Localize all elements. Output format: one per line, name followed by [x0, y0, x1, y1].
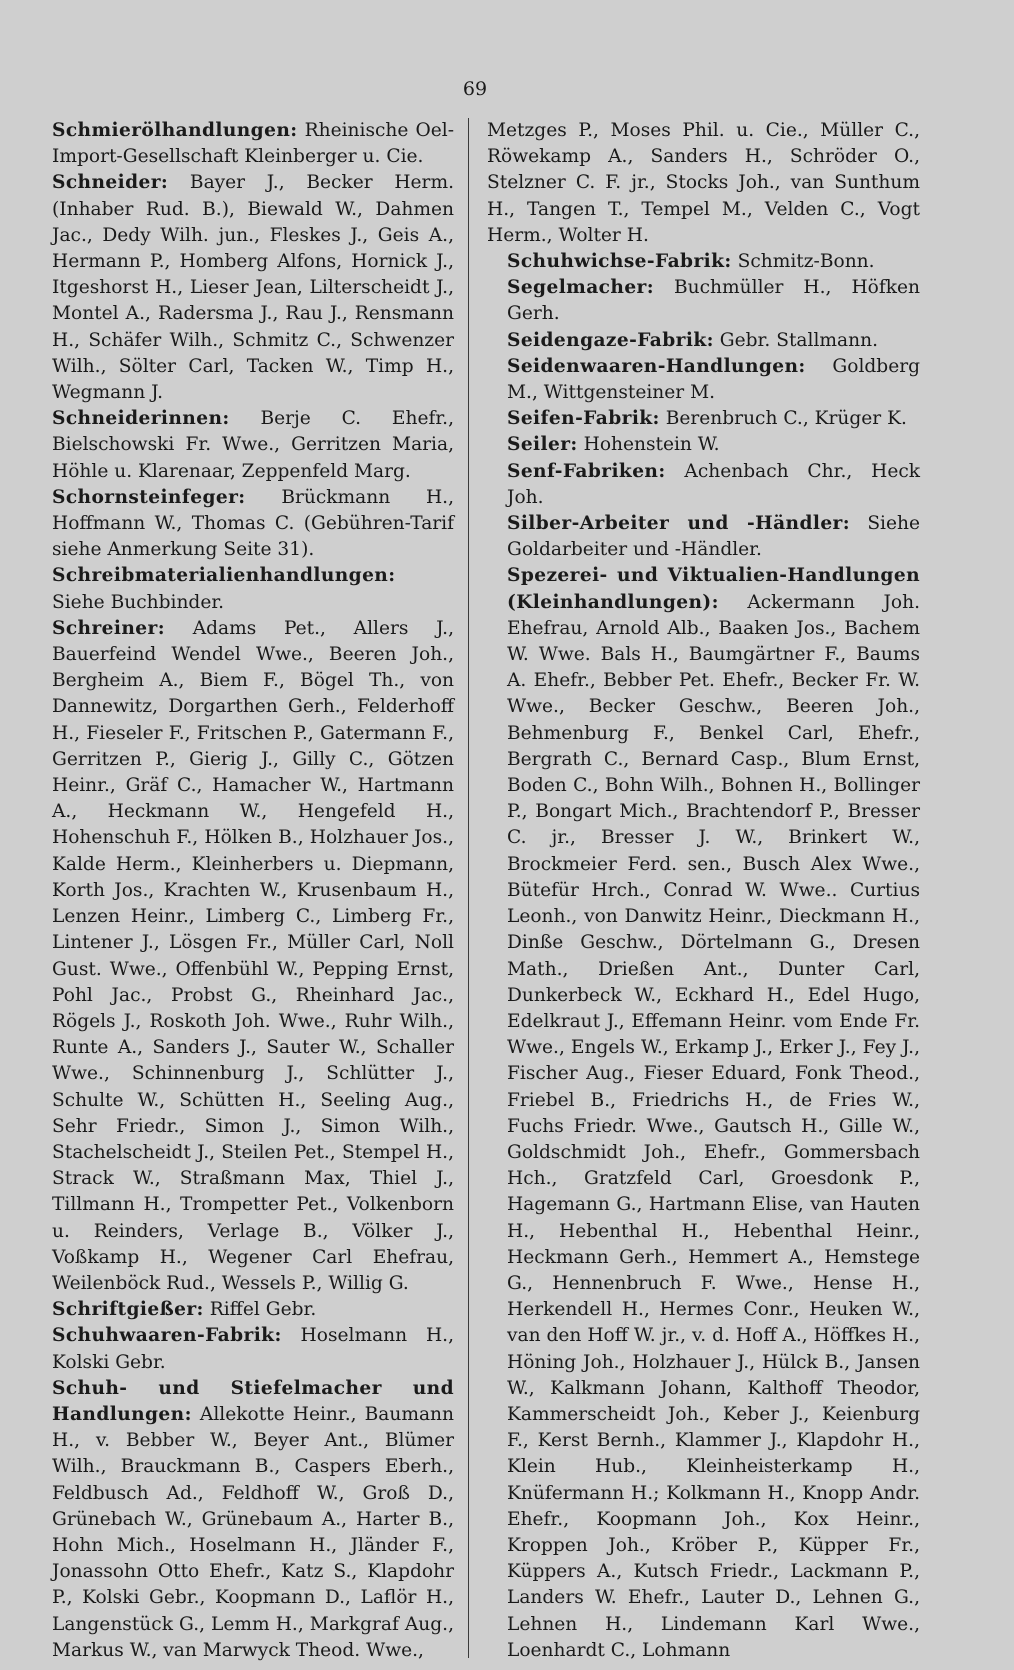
entry-seidengaze-fabrik	[487, 328, 920, 354]
entry-heading: Seidengaze-Fabrik:	[507, 329, 714, 351]
entry-heading: Schreiner:	[52, 617, 165, 639]
right-column	[487, 118, 920, 1664]
entry-text: Achenbach Chr., Heck Joh.	[507, 460, 920, 508]
entry-text: Metzges P., Moses Phil. u. Cie., Müller C., Röwekamp A., Sanders H., Schröder O., Stelzner C. F. jr., Stocks Joh., van Sunthum H., Tangen T., Tempel M., Velden C., Vogt Herm., Wolter H.	[487, 120, 920, 246]
entry-text: Berje C. Ehefr., Bielschowski Fr. Wwe., Gerritzen Maria, Höhle u. Klarenaar, Zeppenfeld Marg.	[52, 408, 454, 482]
entry-heading: Seiler:	[507, 434, 578, 456]
entry-schneiderinnen	[32, 406, 454, 485]
entry-text: Riffel Gebr.	[203, 1299, 317, 1321]
entry-heading: Spezerei- und Viktualien-Handlungen (Kleinhandlungen):	[507, 565, 920, 613]
entry-seifen-fabrik	[487, 406, 920, 432]
entry-schmieroelhandlungen	[32, 118, 454, 170]
left-column	[32, 118, 454, 1664]
entry-schornsteinfeger	[32, 485, 454, 564]
entry-continuation	[487, 118, 920, 249]
entry-schuhwaaren-fabrik	[32, 1323, 454, 1375]
entry-text: Bayer J., Becker Herm. (Inhaber Rud. B.), Biewald W., Dahmen Jac., Dedy Wilh. jun., Fleskes J., Geis A., Hermann P., Homberg Alfons, Hornick J., Itgeshorst H., Lieser Jean, Lilterscheidt J., Montel A., Radersma J., Rau J., Rensmann H., Schäfer Wilh., Schmitz C., Schwenzer Wilh., Sölter Carl, Tacken W., Timp H., Wegmann J.	[52, 172, 454, 404]
entry-heading: Schreibmaterialienhandlungen:	[52, 565, 396, 587]
entry-schriftgiesser	[32, 1297, 454, 1323]
entry-text: Siehe Goldarbeiter und -Händler.	[507, 513, 920, 561]
entry-schuh-und-stiefelmacher	[32, 1376, 454, 1664]
page-number: 69	[462, 78, 488, 100]
entry-silber-arbeiter	[487, 511, 920, 563]
entry-heading: Senf-Fabriken:	[507, 460, 666, 482]
entry-text: Schmitz-Bonn.	[731, 251, 875, 273]
entry-segelmacher	[487, 275, 920, 327]
entry-heading: Schriftgießer:	[52, 1299, 204, 1321]
entry-text: Gebr. Stallmann.	[713, 329, 878, 351]
entry-text: Goldberg M., Wittgensteiner M.	[507, 355, 920, 404]
entry-heading: Segelmacher:	[507, 277, 655, 299]
entry-text: Siehe Buchbinder.	[52, 591, 225, 613]
entry-text: Hohenstein W.	[577, 434, 720, 456]
entry-schreibmaterialienhandlungen	[32, 563, 454, 615]
entry-heading: Schuh- und Stiefelmacher und Handlungen:	[52, 1377, 454, 1425]
column-divider	[468, 118, 469, 1658]
entry-heading: Seifen-Fabrik:	[507, 408, 660, 430]
entry-schuhwichse-fabrik	[487, 249, 920, 275]
entry-heading: Schornsteinfeger:	[52, 486, 246, 508]
entry-text: Ackermann Joh. Ehefrau, Arnold Alb., Baaken Jos., Bachem W. Wwe. Bals H., Baumgärtner F., Baums A. Ehefr., Bebber Pet. Ehefr., Becker Fr. W. Wwe., Becker Geschw., Beeren Joh., Behmenburg F., Benkel Carl, Ehefr., Bergrath C., Bernard Casp., Blum Ernst, Boden C., Bohn Wilh., Bohnen H., Bollinger P., Bongart Mich., Brachtendorf P., Bresser C. jr., Bresser J. W., Brinkert W., Brockmeier Ferd. sen., Busch Alex Wwe., Bütefür Hrch., Conrad W. Wwe.. Curtius Leonh., von Danwitz Heinr., Dieckmann H., Dinße Geschw., Dörtelmann G., Dresen Math., Drießen Ant., Dunter Carl, Dunkerbeck W., Eckhard H., Edel Hugo, Edelkraut J., Effemann Heinr. vom Ende Fr. Wwe., Engels W., Erkamp J., Erker J., Fey J., Fischer Aug., Fieser Eduard, Fonk Theod., Friebel B., Friedrichs H., de Fries W., Fuchs Friedr. Wwe., Gautsch H., Gille W., Goldschmidt Joh., Ehefr., Gommersbach Hch., Gratzfeld Carl, Groesdonk P., Hagemann G., Hartmann Elise, van Hauten H., Hebenthal H., Hebenthal Heinr., Heckmann Gerh., Hemmert A., Hemstege G., Hennenbruch F. Wwe., Hense H., Herkendell H., Hermes Conr., Heuken W., van den Hoff W. jr., v. d. Hoff A., Höffkes H., Höning Joh., Holzhauer J., Hülck B., Jansen W., Kalkmann Johann, Kalthoff Theodor, Kammerscheidt Joh., Keber J., Keienburg F., Kerst Bernh., Klammer J., Klapdohr H., Klein Hub., Kleinheisterkamp H., Knüfermann H.; Kolkmann H., Knopp Andr. Ehefr., Koopmann Joh., Kox Heinr., Kroppen Joh., Kröber P., Küpper Fr., Küppers A., Kutsch Friedr., Lackmann P., Landers W. Ehefr., Lauter D., Lehnen G., Lehnen H., Lindemann Karl Wwe., Loenhardt C., Lohmann	[507, 591, 920, 1661]
entry-heading: Schuhwaaren-Fabrik:	[52, 1325, 282, 1347]
entry-seiler	[487, 432, 920, 458]
entry-schreiner	[32, 616, 454, 1297]
entry-heading: Seidenwaaren-Handlungen:	[507, 355, 806, 377]
entry-text: Brückmann H., Hoffmann W., Thomas C. (Gebühren-Tarif siehe Anmerkung Seite 31).	[52, 486, 454, 561]
entry-spezerei-und-viktualien	[487, 563, 920, 1664]
entry-heading: Schuhwichse-Fabrik:	[507, 251, 732, 273]
entry-heading: Schneiderinnen:	[52, 408, 230, 430]
entry-text: Buchmüller H., Höfken Gerh.	[507, 277, 920, 325]
entry-text: Hoselmann H., Kolski Gebr.	[52, 1325, 454, 1373]
entry-seidenwaaren-handlungen	[487, 354, 920, 406]
entry-heading: Schneider:	[52, 172, 169, 194]
entry-senf-fabriken	[487, 459, 920, 511]
entry-heading: Schmierölhandlungen:	[52, 120, 298, 141]
entry-text: Allekotte Heinr., Baumann H., v. Bebber W., Beyer Ant., Blümer Wilh., Brauckmann B., Caspers Eberh., Feldbusch Ad., Feldhoff W., Groß D., Grünebach W., Grünebaum A., Harter B., Hohn Mich., Hoselmann H., Jländer F., Jonassohn Otto Ehefr., Katz S., Klapdohr P., Kolski Gebr., Koopmann D., Laflör H., Langenstück G., Lemm H., Markgraf Aug., Markus W., van Marwyck Theod. Wwe.,	[52, 1403, 454, 1661]
entry-heading: Silber-Arbeiter und -Händler:	[507, 513, 851, 535]
entry-text: Adams Pet., Allers J., Bauerfeind Wendel Wwe., Beeren Joh., Bergheim A., Biem F., Bögel Th., von Dannewitz, Dorgarthen Gerh., Felderhoff H., Fieseler F., Fritschen P., Gatermann F., Gerritzen P., Gierig J., Gilly C., Götzen Heinr., Gräf C., Hamacher W., Hartmann A., Heckmann W., Hengefeld H., Hohenschuh F., Hölken B., Holzhauer Jos., Kalde Herm., Kleinherbers u. Diepmann, Korth Jos., Krachten W., Krusenbaum H., Lenzen Heinr., Limberg C., Limberg Fr., Lintener J., Lösgen Fr., Müller Carl, Noll Gust. Wwe., Offenbühl W., Pepping Ernst, Pohl Jac., Probst G., Rheinhard Jac., Rögels J., Roskoth Joh. Wwe., Ruhr Wilh., Runte A., Sanders J., Sauter W., Schaller Wwe., Schinnenburg J., Schlütter J., Schulte W., Schütten H., Seeling Aug., Sehr Friedr., Simon J., Simon Wilh., Stachelscheidt J., Steilen Pet., Stempel H., Strack W., Straßmann Max, Thiel J., Tillmann H., Trompetter Pet., Volkenborn u. Reinders, Verlage B., Völker J., Voßkamp H., Wegener Carl Ehefrau, Weilenböck Rud., Wessels P., Willig G.	[52, 617, 454, 1294]
entry-text: Berenbruch C., Krüger K.	[659, 408, 907, 430]
entry-schneider	[32, 170, 454, 406]
entry-text: Rheinische Oel-Import-Gesellschaft Kleinberger u. Cie.	[52, 120, 454, 168]
